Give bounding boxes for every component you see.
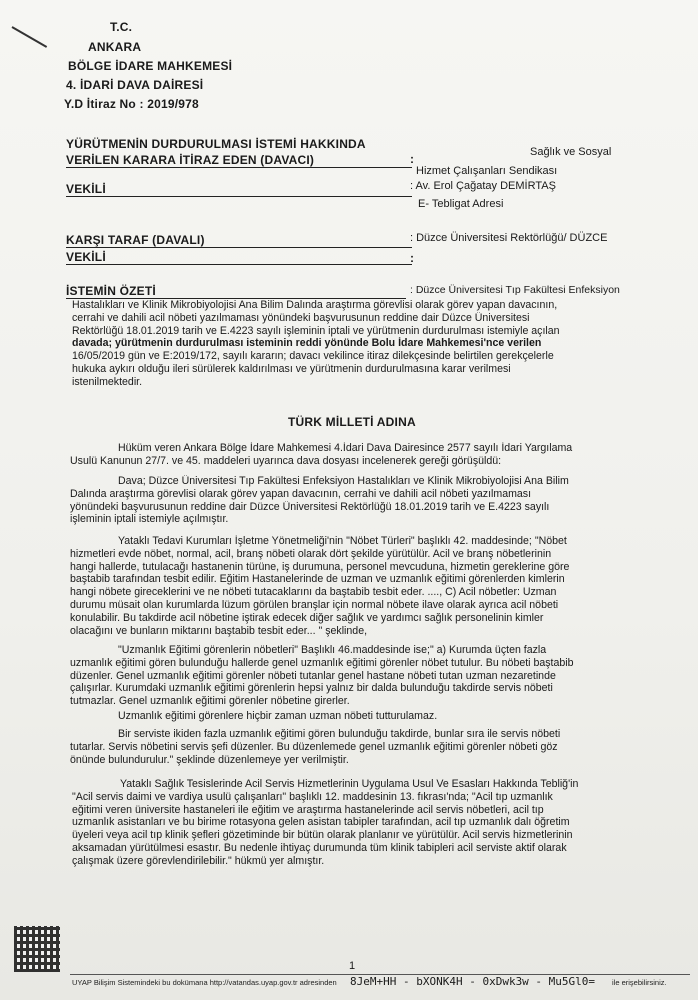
- respondent-attorney-label: VEKİLİ: [66, 250, 106, 264]
- attorney-value: : Av. Erol Çağatay DEMİRTAŞ: [410, 180, 556, 192]
- header-chamber: 4. İDARİ DAVA DAİRESİ: [66, 78, 204, 92]
- document-title: TÜRK MİLLETİ ADINA: [288, 415, 416, 429]
- subject-line: YÜRÜTMENİN DURDURULMASI İSTEMİ HAKKINDA: [66, 137, 366, 151]
- respondent-value: : Düzce Üniversitesi Rektörlüğü/ DÜZCE: [410, 232, 608, 244]
- paragraph: Dava; Düzce Üniversitesi Tıp Fakültesi Enfeksiyon Hastalıkları ve Klinik Mikrobiyolojisi Ana Bilim Dalında araştırma görevlisi olarak görev yapan davacının, cerrahi ve dahili acil nöbeti yazılmaması yönündeki başvurusunun reddine dair Düzce Üniversitesi Rektörlüğü 18.01.2019 tarih ve E.4223 sayılı işleminin iptali istemiyle açılmıştır.: [70, 475, 569, 526]
- summary-label: İSTEMİN ÖZETİ: [66, 284, 156, 298]
- underline: [66, 247, 412, 248]
- attorney-note: E- Tebligat Adresi: [418, 198, 504, 210]
- footer-access-code: 8JeM+HH - bXONK4H - 0xDwk3w - Mu5Gl0=: [350, 975, 596, 988]
- file-number: Y.D İtiraz No : 2019/978: [64, 97, 199, 111]
- objector-label: VERİLEN KARARA İTİRAZ EDEN (DAVACI): [66, 153, 315, 167]
- footer-suffix: ile erişebilirsiniz.: [612, 978, 667, 987]
- header-tc: T.C.: [110, 20, 133, 34]
- qr-code: [14, 926, 60, 972]
- page-number: 1: [349, 960, 356, 972]
- paragraph: Uzmanlık eğitimi görenlere hiçbir zaman uzman nöbeti tutturulamaz.: [118, 710, 438, 722]
- paragraph: "Uzmanlık Eğitimi görenlerin nöbetleri" Başlıklı 46.maddesinde ise;" a) Kurumda üçten fazla uzmanlık eğitimi gören bulunduğu hallerde genel uzmanlık eğitimi görenler nöbet tutulur. Bu nöbeti baştabib düzenler. Genel uzmanlık eğitimi görenler nöbeti tutanlar genel hastane nöbeti tutan uzman nezaretinde çalışırlar. Kurumdaki uzmanlık eğitimi görenlerin hepsi yalnız bir dalda bulunduğu takdirde servis nöbeti tutmazlar. Genel uzmanlık eğitimi görenler nöbetine girerler.: [70, 644, 574, 708]
- objector-value: Sağlık ve Sosyal: [530, 146, 612, 158]
- underline: [66, 264, 412, 265]
- respondent-label: KARŞI TARAF (DAVALI): [66, 233, 205, 247]
- header-city: ANKARA: [88, 40, 142, 54]
- summary-text: : Düzce Üniversitesi Tıp Fakültesi Enfeksiyon: [410, 284, 620, 296]
- objector-value-cont: Hizmet Çalışanları Sendikası: [416, 165, 558, 177]
- paragraph: Yataklı Sağlık Tesislerinde Acil Servis Hizmetlerinin Uygulama Usul Ve Esasları Hakkında Tebliğ'in "Acil servis daimi ve vardiya usulü çalışanları" başlıklı 12. maddesinin 13. fıkrası'nda; "Acil tıp uzmanlık eğitimi veren üniversite hastaneleri ile eğitim ve araştırma hastanelerinde acil servis nöbetleri, acil tıp uzmanlık asistanları ve bu birime rotasyona gelen asistan tabipler tarafından, acil tıp uzmanlık dalı öğretim üyeleri veya acil tıp klinik şefleri gözetiminde bir bütün olarak planlanır ve yürütülür. Acil servis hizmetlerinin aksamadan yürütülmesi esastır. Bu nedenle ihtiyaç durumunda tüm klinik tabipleri acil serviste aktif olarak çalışmak üzere görevlendirilebilir." hükmü yer almıştır.: [72, 778, 579, 867]
- underline: [66, 167, 412, 168]
- paragraph: Hüküm veren Ankara Bölge İdare Mahkemesi 4.İdari Dava Dairesince 2577 sayılı İdari Yargılama Usulü Kanunun 27/7. ve 45. maddeleri uyarınca dava dosyası incelenerek gereği görüşüldü:: [70, 442, 573, 467]
- header-court: BÖLGE İDARE MAHKEMESİ: [68, 59, 233, 73]
- colon: :: [410, 152, 415, 166]
- underline: [66, 196, 412, 197]
- paragraph: Bir serviste ikiden fazla uzmanlık eğitimi gören bulunduğu takdirde, bunlar sıra ile servis nöbeti tutarlar. Servis nöbetini servis şefi düzenler. Bu düzenlemede genel uzmanlık eğitimi görenler nöbeti göz önünde bulundurulur." şeklinde düzenlemeye yer verilmiştir.: [70, 728, 561, 766]
- pen-mark: [12, 26, 48, 48]
- paragraph: Yataklı Tedavi Kurumları İşletme Yönetmeliği'nin "Nöbet Türleri" başlıklı 42. maddesinde; "Nöbet hizmetleri evde nöbet, normal, acil, branş nöbeti olarak dört şekilde yürütülür. Acil ve branş nöbetlerinin hangi hallerde, tutulacağı hastanenin türüne, iş durumuna, personel mevcuduna, hizmetin gereklerine göre baştabib tarafından tesbit edilir. Eğitim Hastanelerinde de uzman ve uzmanlık eğitimi görenlerden kimlerin hangi nöbete gireceklerini ve ne nöbeti tutacaklarını da baştabib tesbit eder. ...., C) Acil nöbetler: Uzman durumu müsait olan kurumlarda lüzum görülen branşlar için normal nöbete ilave olarak ayrıca acil nöbeti konulabilir. Bu takdirde acil nöbetine iştirak edecek diğer sağlık ve yardımcı sağlık personelinin kimler olacağını ve bunların miktarını baştabib tesbit eder... " şeklinde,: [70, 535, 570, 637]
- summary-paragraph: Hastalıkları ve Klinik Mikrobiyolojisi Ana Bilim Dalında araştırma görevlisi olarak görev yapan davacının, cerrahi ve dahili acil nöbeti yazılmaması yönündeki başvurusunun reddine dair Düzce Üniversitesi Rektörlüğü 18.01.2019 tarih ve E.4223 sayılı işleminin iptali ve yürütmenin durdurulması istemiyle açılan davada; yürütmenin durdurulması isteminin reddi yönünde Bolu İdare Mahkemesi'nce verilen 16/05/2019 gün ve E:2019/172, sayılı kararın; davacı vekilince itiraz dilekçesinde belirtilen gerekçelerle hukuka aykırı olduğu ileri sürülerek kaldırılması ve yürütmenin durdurulmasına karar verilmesi istenilmektedir.: [72, 299, 560, 388]
- footer-uyap-text: UYAP Bilişim Sistemindeki bu dokümana http://vatandas.uyap.gov.tr adresinden: [72, 978, 337, 987]
- colon: :: [410, 251, 415, 265]
- attorney-label: VEKİLİ: [66, 182, 106, 196]
